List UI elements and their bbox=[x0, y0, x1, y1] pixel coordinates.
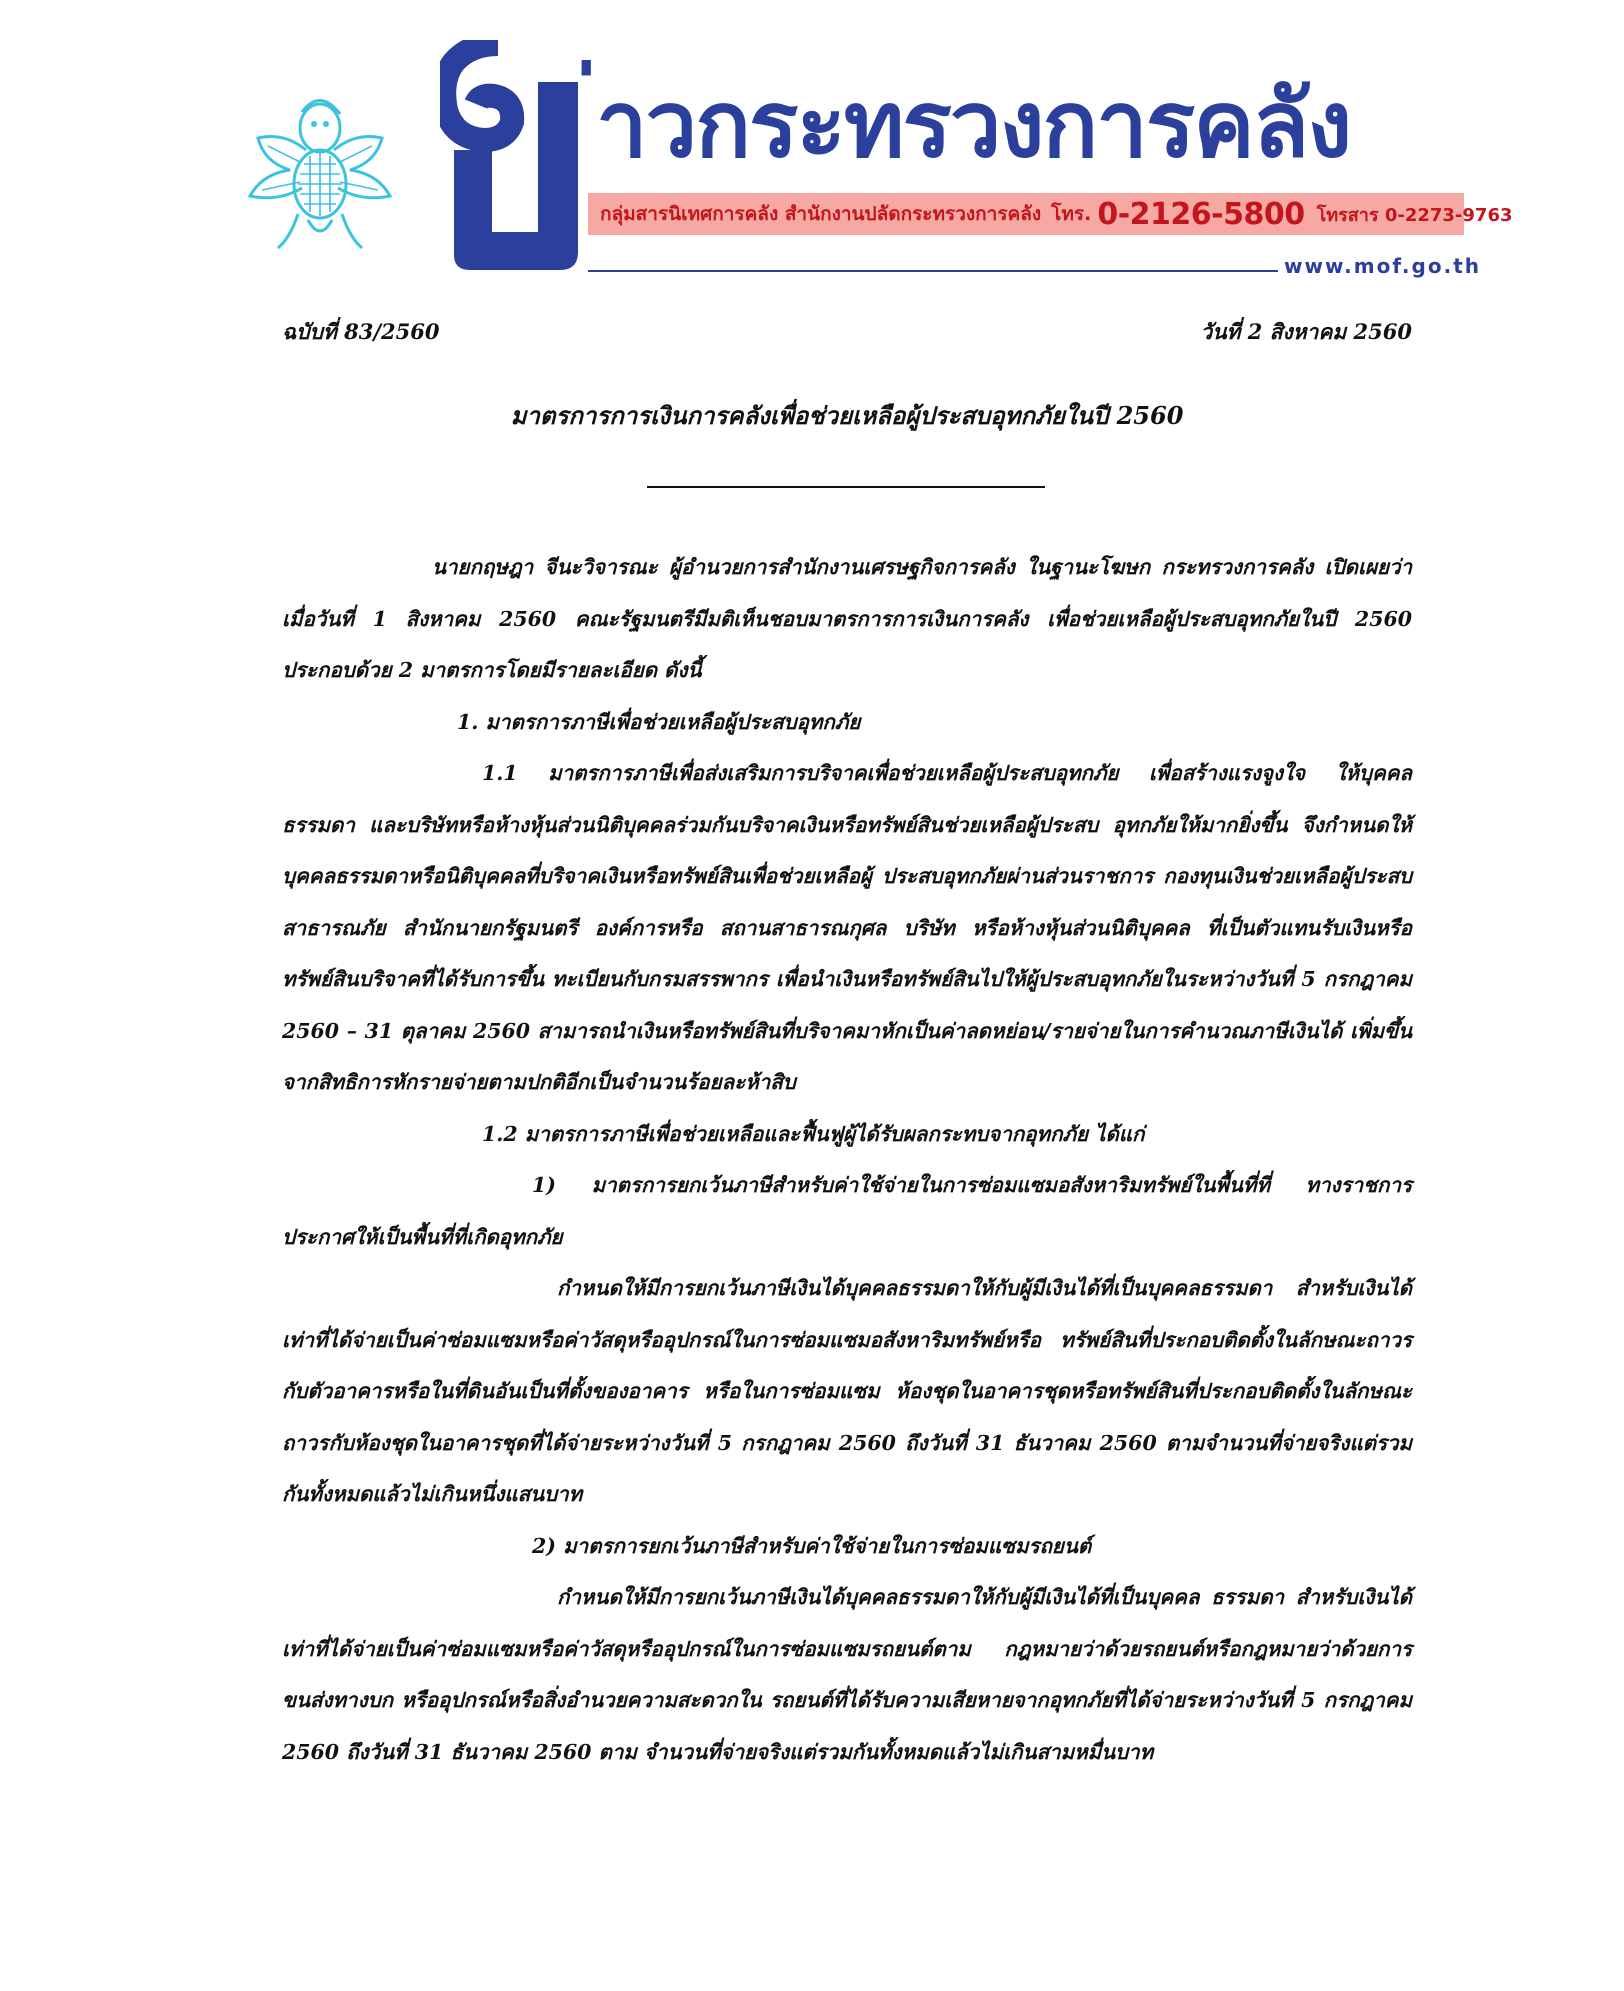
header-divider bbox=[588, 270, 1278, 272]
issue-date: วันที่ 2 สิงหาคม 2560 bbox=[1200, 319, 1412, 344]
heading-recovery-measures: 1.2 มาตรการภาษีเพื่อช่วยเหลือและฟื้นฟูผู้ได้รับผลกระทบจากอุทกภัย ได้แก่ bbox=[482, 1121, 1145, 1146]
org-name: กลุ่มสารนิเทศการคลัง สำนักงานปลัดกระทรวงการคลัง bbox=[600, 203, 1042, 225]
paragraph-donation-measure: 1.1 มาตรการภาษีเพื่อส่งเสริมการบริจาคเพื่อช่วยเหลือผู้ประสบอุทกภัย เพื่อสร้างแรงจูงใจ ให้บุคคลธรรมดา และบริษัทหรือห้างหุ้นส่วนนิติบุคคลร่วมกันบริจาคเงินหรือทรัพย์สินช่วยเหลือผู้ประสบ อุทกภัยให้มากยิ่งขึ้น จึงกำหนดให้บุคคลธรรมดาหรือนิติบุคคลที่บริจาคเงินหรือทรัพย์สินเพื่อช่วยเหลือผู้ ประสบอุทกภัยผ่านส่วนราชการ กองทุนเงินช่วยเหลือผู้ประสบสาธารณภัย สำนักนายกรัฐมนตรี องค์การหรือ สถานสาธารณกุศล บริษัท หรือห้างหุ้นส่วนนิติบุคคล ที่เป็นตัวแทนรับเงินหรือทรัพย์สินบริจาคที่ได้รับการขึ้น ทะเบียนกับกรมสรรพากร เพื่อนำเงินหรือทรัพย์สินไปให้ผู้ประสบอุทกภัยในระหว่างวันที่ 5 กรกฎาคม 2560 – 31 ตุลาคม 2560 สามารถนำเงินหรือทรัพย์สินที่บริจาคมาหักเป็นค่าลดหย่อน/รายจ่ายในการคำนวณภาษีเงินได้ เพิ่มขึ้นจากสิทธิการหักรายจ่ายตามปกติอีกเป็นจำนวนร้อยละห้าสิบ bbox=[282, 761, 1412, 1094]
masthead-title: ่าวกระทรวงการคลัง bbox=[598, 71, 1351, 178]
paragraph-intro: นายกฤษฎา จีนะวิจารณะ ผู้อำนวยการสำนักงานเศรษฐกิจการคลัง ในฐานะโฆษก กระทรวงการคลัง เปิดเผยว่า เมื่อวันที่ 1 สิงหาคม 2560 คณะรัฐมนตรีมีมติเห็นชอบมาตรการการเงินการคลัง เพื่อช่วยเหลือผู้ประสบอุทกภัยในปี 2560 ประกอบด้วย 2 มาตรการโดยมีรายละเอียด ดังนี้ bbox=[282, 555, 1412, 682]
brand-letter-kho bbox=[440, 40, 590, 275]
contact-bar bbox=[588, 193, 1513, 235]
fax-number: โทรสาร 0-2273-9763 bbox=[1316, 204, 1513, 226]
website-link[interactable]: www.mof.go.th bbox=[1284, 254, 1481, 278]
letterhead bbox=[0, 0, 1624, 300]
phone-label: โทร. bbox=[1051, 203, 1092, 225]
issue-number: ฉบับที่ 83/2560 bbox=[282, 319, 440, 344]
heading-car-repair: 2) มาตรการยกเว้นภาษีสำหรับค่าใช้จ่ายในการซ่อมแซมรถยนต์ bbox=[532, 1533, 1092, 1558]
paragraph-car-repair: กำหนดให้มีการยกเว้นภาษีเงินได้บุคคลธรรมดาให้กับผู้มีเงินได้ที่เป็นบุคคล ธรรมดา สำหรับเงินได้เท่าที่ได้จ่ายเป็นค่าซ่อมแซมหรือค่าวัสดุหรืออุปกรณ์ในการซ่อมแซมรถยนต์ตาม กฎหมายว่าด้วยรถยนต์หรือกฎหมายว่าด้วยการขนส่งทางบก หรืออุปกรณ์หรือสิ่งอำนวยความสะดวกใน รถยนต์ที่ได้รับความเสียหายจากอุทกภัยที่ได้จ่ายระหว่างวันที่ 5 กรกฎาคม 2560 ถึงวันที่ 31 ธันวาคม 2560 ตาม จำนวนที่จ่ายจริงแต่รวมกันทั้งหมดแล้วไม่เกินสามหมื่นบาท bbox=[282, 1585, 1412, 1764]
heading-tax-measures: 1. มาตรการภาษีเพื่อช่วยเหลือผู้ประสบอุทกภัย bbox=[457, 709, 861, 734]
phone-number: 0-2126-5800 bbox=[1097, 196, 1305, 232]
title-underline bbox=[647, 486, 1045, 488]
document-body bbox=[282, 542, 1412, 1778]
garuda-emblem-icon bbox=[244, 92, 396, 252]
document-title: มาตรการการเงินการคลังเพื่อช่วยเหลือผู้ประสบอุทกภัยในปี 2560 bbox=[510, 401, 1184, 430]
paragraph-property-repair: กำหนดให้มีการยกเว้นภาษีเงินได้บุคคลธรรมดาให้กับผู้มีเงินได้ที่เป็นบุคคลธรรมดา สำหรับเงินได้เท่าที่ได้จ่ายเป็นค่าซ่อมแซมหรือค่าวัสดุหรืออุปกรณ์ในการซ่อมแซมอสังหาริมทรัพย์หรือ ทรัพย์สินที่ประกอบติดตั้งในลักษณะถาวรกับตัวอาคารหรือในที่ดินอันเป็นที่ตั้งของอาคาร หรือในการซ่อมแซม ห้องชุดในอาคารชุดหรือทรัพย์สินที่ประกอบติดตั้งในลักษณะถาวรกับห้องชุดในอาคารชุดที่ได้จ่ายระหว่างวันที่ 5 กรกฎาคม 2560 ถึงวันที่ 31 ธันวาคม 2560 ตามจำนวนที่จ่ายจริงแต่รวมกันทั้งหมดแล้วไม่เกินหนึ่งแสนบาท bbox=[282, 1276, 1412, 1506]
document-meta bbox=[282, 316, 1412, 356]
heading-property-repair: 1) มาตรการยกเว้นภาษีสำหรับค่าใช้จ่ายในการซ่อมแซมอสังหาริมทรัพย์ในพื้นที่ที่ ทางราชการประกาศให้เป็นพื้นที่ที่เกิดอุทกภัย bbox=[282, 1173, 1412, 1249]
